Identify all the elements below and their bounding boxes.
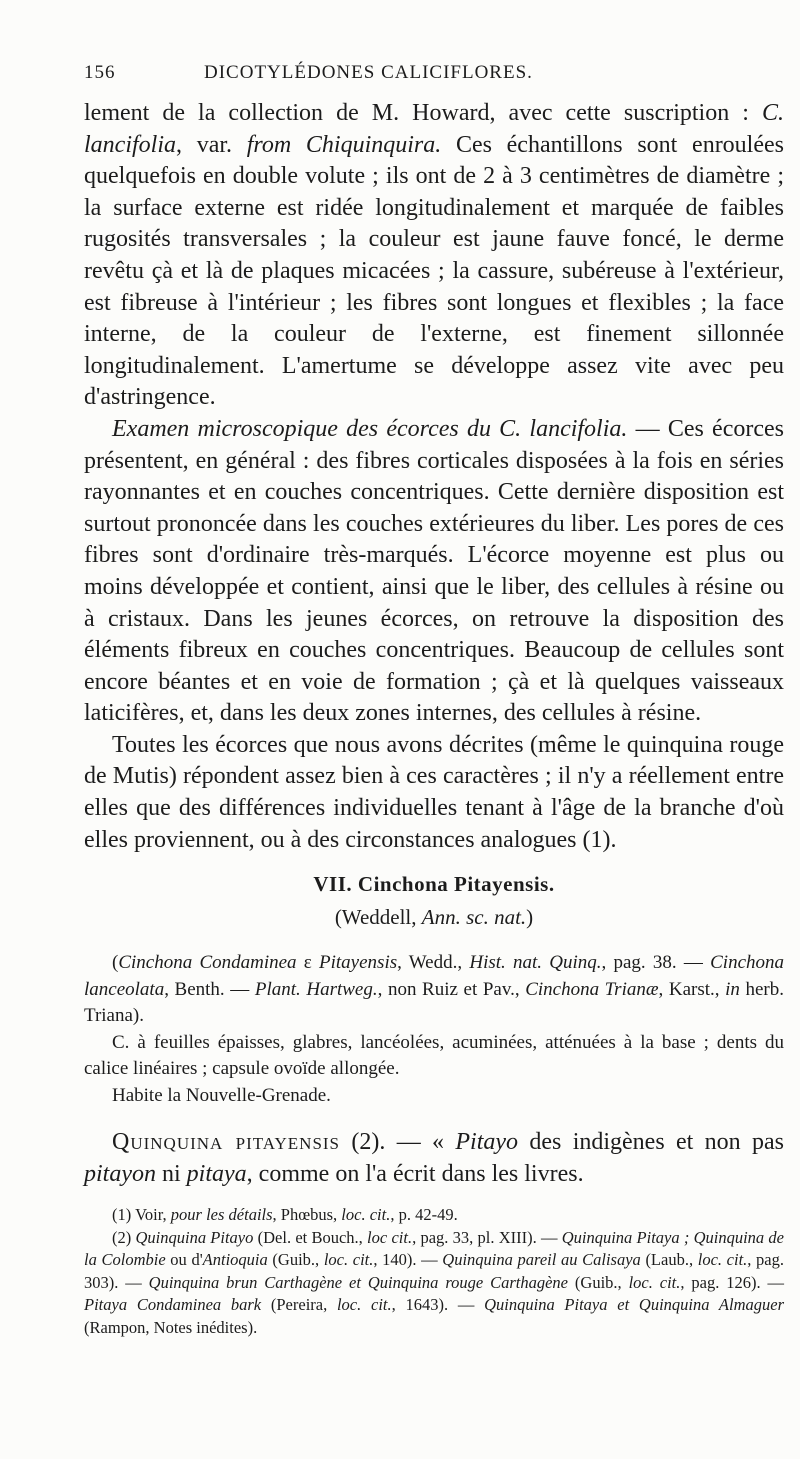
text-run: , Karst., [658, 978, 726, 1000]
text-run: , Wedd., [397, 952, 470, 974]
text-run: ) [526, 905, 534, 930]
synonymy [84, 950, 784, 1030]
text-run: Quinquina pareil au Calisaya [442, 1250, 641, 1270]
text-run: in [725, 978, 740, 1000]
text-run: Cinchona Trianæ [525, 978, 659, 1000]
text-run: loc. cit. [341, 1205, 391, 1225]
page-number: 156 [84, 62, 116, 83]
text-run: (Guib., [568, 1272, 629, 1292]
text-run: Antioquia [202, 1250, 268, 1270]
text-run: , comme on l'a écrit dans les livres. [246, 1160, 584, 1187]
text-run: from Chiquinquira. [246, 131, 442, 158]
text-run: loc. cit. [323, 1250, 374, 1270]
text-run: Hist. nat. Quinq. [469, 952, 602, 974]
section-title: VII. Cinchona Pitayensis. [313, 872, 555, 897]
text-run: ou d' [165, 1250, 203, 1270]
text-run: Quinquina Pitaya ; Quinquina de la Colombie [84, 1227, 784, 1270]
text-run: Quinquina brun Carthagène et Quinquina rouge Carthagène [148, 1272, 569, 1292]
text-run: (1) Voir, [112, 1205, 171, 1225]
text-run: Pitaya Condaminea bark [84, 1295, 262, 1315]
text-run: ni [156, 1160, 187, 1187]
text-run: , Benth. — [164, 978, 255, 1000]
text-run: , pag. 303). — [84, 1250, 784, 1292]
habitat: Habite la Nouvelle-Grenade. [112, 1084, 331, 1106]
book-page [84, 62, 784, 1339]
synonymy-block [84, 950, 784, 1109]
quinquina-section [84, 1127, 784, 1190]
text-run: ( [112, 952, 119, 974]
text-run: , pag. 38. — [601, 952, 711, 974]
paragraph-microscopic-exam [84, 414, 784, 730]
running-title: DICOTYLÉDONES CALICIFLORES. [204, 62, 533, 83]
text-run: herb. Triana). [84, 978, 785, 1027]
text-run: pitaya [186, 1160, 247, 1187]
text-run: des indigènes et non pas [518, 1129, 785, 1156]
text-run: Ces échantillons sont enroulées quelquefois en double volute ; ils ont de 2 à 3 centimètres de diamètre ; la surface externe est ridée longitudinalement et marquée de faibles rugosités transversales ; la couleur est jaune fauve foncé, le derme revêtu çà et là de plaques micacées ; la cassure, subéreuse à l'extérieur, est fibreuse à l'intérieur ; les fibres sont longues et flexibles ; la face interne, de la couleur de l'externe, est finement sillonnée longitudinalement. L'amertume se développe assez vite avec peu d'astringence. [84, 131, 784, 411]
text-run: Quinquina Pitayo [135, 1227, 254, 1247]
text-run: loc. cit. [336, 1295, 392, 1315]
text-run: (2). — « [340, 1129, 456, 1156]
text-run: C. lancifolia [84, 100, 784, 158]
text-run: loc cit. [367, 1227, 413, 1247]
text-run: Pitayo [455, 1129, 519, 1156]
section-name: Cinchona Pitayensis. [357, 872, 555, 897]
text-run: Ann. sc. nat. [421, 905, 527, 930]
text-run: , var. [176, 131, 247, 158]
text-run: Quinquina pitayensis [112, 1129, 341, 1156]
text-run: , 1643). — [391, 1295, 485, 1315]
text-run: , non Ruiz et Pav., [377, 978, 526, 1000]
text-run: (Laub., [640, 1250, 698, 1270]
text-run: loc. cit. [697, 1250, 748, 1270]
text-run: Quinquina Pitaya et Quinquina Almaguer [484, 1295, 785, 1315]
footnotes [84, 1204, 784, 1339]
text-run: pour les détails [170, 1205, 273, 1225]
paragraph-continued [84, 98, 784, 414]
running-head [84, 62, 784, 92]
text-run: (Guib., [267, 1250, 324, 1270]
body-text [84, 98, 784, 856]
text-run: ε [296, 952, 320, 974]
section-number: VII [313, 872, 347, 897]
text-run: , 140). — [373, 1250, 443, 1270]
text-run: loc. cit. [628, 1272, 681, 1292]
section-authority [84, 905, 784, 930]
paragraph-summary: Toutes les écorces que nous avons décrites (même le quinquina rouge de Mutis) répondent assez bien à ces caractères ; il n'y a réellement entre elles que des différences individuelles tenant à l'âge de la branche d'où elles proviennent, ou à des circonstances analogues (1). [84, 731, 784, 853]
text-run: (2) [112, 1227, 136, 1247]
footnote-1 [84, 1204, 784, 1227]
text-run: (Pereira, [261, 1295, 337, 1315]
text-run: pitayon [84, 1160, 156, 1187]
text-run: , Phœbus, [272, 1205, 342, 1225]
text-run: , pag. 33, pl. XIII). — [412, 1227, 562, 1247]
text-run: Plant. Hartweg. [254, 978, 378, 1000]
paragraph-quinquina [84, 1127, 784, 1190]
text-run: Examen microscopique des écorces du C. lancifolia. [112, 415, 628, 442]
footnote-2 [84, 1227, 784, 1340]
species-description: C. à feuilles épaisses, glabres, lancéolées, acuminées, atténuées à la base ; dents du calice linéaires ; capsule ovoïde allongée. [84, 1031, 784, 1080]
text-run: lement de la collection de M. Howard, avec cette suscription : [84, 100, 762, 126]
text-run: Cinchona Condaminea [118, 952, 297, 974]
text-run: — Ces écorces présentent, en général : des fibres corticales disposées à la fois en séries rayonnantes et en couches concentriques. Cette dernière disposition est surtout prononcée dans les couches extérieures du liber. Les pores de ces fibres sont d'ordinaire très-marqués. L'écorce moyenne est plus ou moins développée et contient, ainsi que le liber, des cellules à résine ou à cristaux. Dans les jeunes écorces, on retrouve la disposition des éléments fibreux en couches concentriques. Beaucoup de cellules sont encore béantes et en voie de formation ; çà et là quelques vaisseaux laticifères, et, dans les deux zones internes, des cellules à résine. [84, 415, 784, 727]
text-run: (Del. et Bouch., [253, 1227, 368, 1247]
text-run: , p. 42-49. [390, 1205, 458, 1225]
text-run: (Rampon, Notes inédites). [84, 1317, 258, 1337]
text-run: Cinchona lanceolata [84, 952, 785, 1000]
text-run: Pitayensis [319, 952, 398, 974]
text-run: , pag. 126). — [680, 1272, 785, 1292]
text-run: (Weddell, [334, 905, 422, 930]
